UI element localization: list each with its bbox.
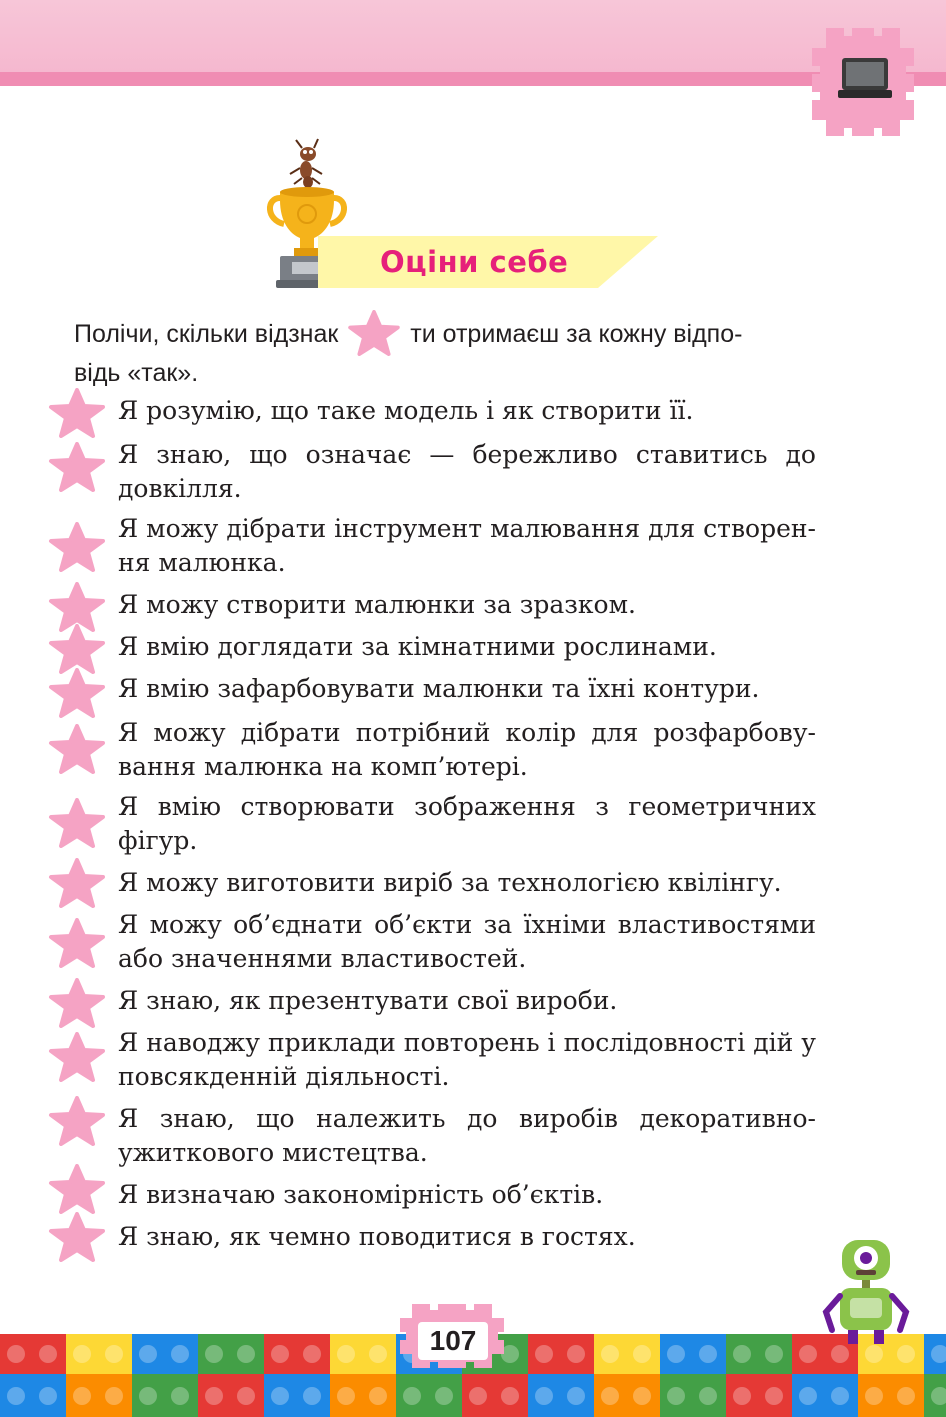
- header-band: [0, 0, 946, 72]
- pink-star-icon: [48, 724, 106, 774]
- header-stripe: [0, 72, 946, 86]
- checklist-item: Я вмію доглядати за кімнатними рослинами.: [118, 632, 717, 661]
- intro-before-star: Полічи, скільки відзнак: [74, 320, 339, 348]
- robot-icon: [818, 1236, 914, 1346]
- pink-star-icon: [48, 1164, 106, 1214]
- pink-star-icon: [48, 978, 106, 1028]
- pink-star-icon: [48, 1032, 106, 1082]
- intro-text: [74, 310, 818, 390]
- checklist-item: Я розумію, що таке модель і як створити її.: [118, 396, 694, 425]
- pink-star-icon: [48, 798, 106, 848]
- pink-star-icon: [347, 310, 401, 356]
- pink-star-icon: [48, 522, 106, 572]
- section-title: Оціни себе: [380, 245, 569, 279]
- checklist-item: Я наводжу приклади повторень і послідовності дій у повсякденній діяльності.: [118, 1028, 816, 1091]
- pink-star-icon: [48, 668, 106, 718]
- pink-star-icon: [48, 918, 106, 968]
- checklist-item: Я вмію створювати зображення з геометричних фігур.: [118, 792, 816, 855]
- checklist-item: Я знаю, що означає — бережливо ставитись до довкілля.: [118, 440, 816, 503]
- intro-after-star: ти отримаєш за кожну відпо-: [410, 320, 743, 348]
- page-number: 107: [418, 1322, 488, 1360]
- checklist-item: Я знаю, що належить до виробів декоративно- ужиткового мистецтва.: [118, 1104, 816, 1167]
- pink-star-icon: [48, 442, 106, 492]
- checklist-item: Я знаю, як чемно поводитися в гостях.: [118, 1222, 636, 1251]
- pink-star-icon: [48, 1096, 106, 1146]
- pink-star-icon: [48, 624, 106, 674]
- checklist-item: Я вмію зафарбовувати малюнки та їхні контури.: [118, 674, 760, 703]
- monitor-icon: [812, 28, 914, 136]
- checklist-item: Я можу дібрати інструмент малювання для створен- ня малюнка.: [118, 514, 816, 577]
- pink-star-icon: [48, 858, 106, 908]
- checklist-item: Я знаю, як презентувати свої вироби.: [118, 986, 618, 1015]
- intro-line-2: відь «так».: [74, 359, 199, 387]
- checklist-item: Я можу об’єднати об’єкти за їхніми властивостями або значеннями властивостей.: [118, 910, 816, 973]
- checklist-item: Я визначаю закономірність об’єктів.: [118, 1180, 604, 1209]
- checklist-item: Я можу дібрати потрібний колір для розфарбову- вання малюнка на комп’ютері.: [118, 718, 816, 781]
- pink-star-icon: [48, 1212, 106, 1262]
- checklist-item: Я можу створити малюнки за зразком.: [118, 590, 636, 619]
- checklist-item: Я можу виготовити виріб за технологією квілінгу.: [118, 868, 782, 897]
- pink-star-icon: [48, 388, 106, 438]
